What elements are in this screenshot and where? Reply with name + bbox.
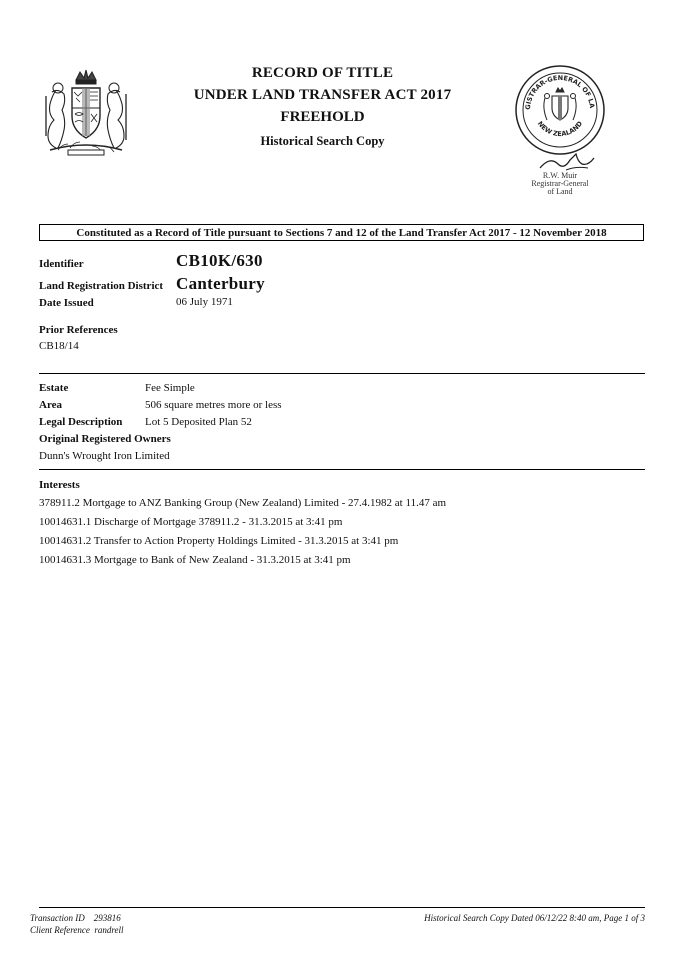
svg-text:NEW ZEALAND: NEW ZEALAND [535, 119, 585, 139]
footer-divider [39, 907, 645, 908]
legal-description-label: Legal Description [39, 416, 123, 428]
area-value: 506 square metres more or less [145, 399, 282, 411]
estate-label: Estate [39, 382, 69, 394]
svg-text:REGISTRAR-GENERAL OF LAND: GISTRAR-GENERAL OF LA [523, 73, 597, 111]
area-label: Area [39, 399, 63, 411]
divider [39, 373, 645, 374]
district-value: Canterbury [176, 274, 265, 293]
identifier-value: CB10K/630 [176, 251, 263, 270]
registrar-caption [522, 172, 598, 196]
subtitle: Historical Search Copy [260, 134, 385, 148]
estate-value: Fee Simple [145, 382, 195, 394]
interests-heading: Interests [39, 479, 80, 491]
owners-value: Dunn's Wrought Iron Limited [39, 450, 170, 462]
prior-references-label: Prior References [39, 324, 118, 336]
client-label: Client Reference [30, 925, 90, 935]
interest-item: 10014631.2 Transfer to Action Property Holdings Limited - 31.3.2015 at 3:41 pm [39, 535, 399, 547]
date-issued-label: Date Issued [39, 297, 94, 309]
transaction-label: Transaction ID [30, 913, 85, 923]
title-line-2: UNDER LAND TRANSFER ACT 2017 [193, 87, 452, 103]
title-line-1: RECORD OF TITLE [251, 65, 394, 81]
transaction-id [30, 913, 121, 923]
client-value: randrell [94, 925, 124, 935]
owners-label: Original Registered Owners [39, 433, 171, 445]
registrar-seal-logo [512, 62, 608, 158]
interest-item: 10014631.3 Mortgage to Bank of New Zealand - 31.3.2015 at 3:41 pm [39, 554, 351, 566]
interest-item: 10014631.1 Discharge of Mortgage 378911.2 - 31.3.2015 at 3:41 pm [39, 516, 343, 528]
date-issued-value: 06 July 1971 [176, 296, 233, 308]
divider [39, 469, 645, 470]
registrar-role-1: Registrar-General [531, 179, 589, 188]
title-line-3: FREEHOLD [280, 109, 365, 125]
legal-description-value: Lot 5 Deposited Plan 52 [145, 416, 252, 428]
registrar-name: R.W. Muir [542, 171, 578, 180]
footer-page-info: Historical Search Copy Dated 06/12/22 8:40 am, Page 1 of 3 [424, 913, 645, 923]
prior-references-value: CB18/14 [39, 340, 79, 352]
identifier-label: Identifier [39, 258, 84, 270]
coat-of-arms-logo [38, 66, 134, 158]
registrar-role-2: of Land [547, 187, 573, 196]
client-reference [30, 925, 124, 935]
district-label: Land Registration District [39, 280, 164, 292]
interest-item: 378911.2 Mortgage to ANZ Banking Group (New Zealand) Limited - 27.4.1982 at 11.47 am [39, 497, 447, 509]
transaction-value: 293816 [93, 913, 121, 923]
constituted-statement: Constituted as a Record of Title pursuant to Sections 7 and 12 of the Land Transfer Act 2017 - 12 November 2018 [39, 224, 644, 241]
